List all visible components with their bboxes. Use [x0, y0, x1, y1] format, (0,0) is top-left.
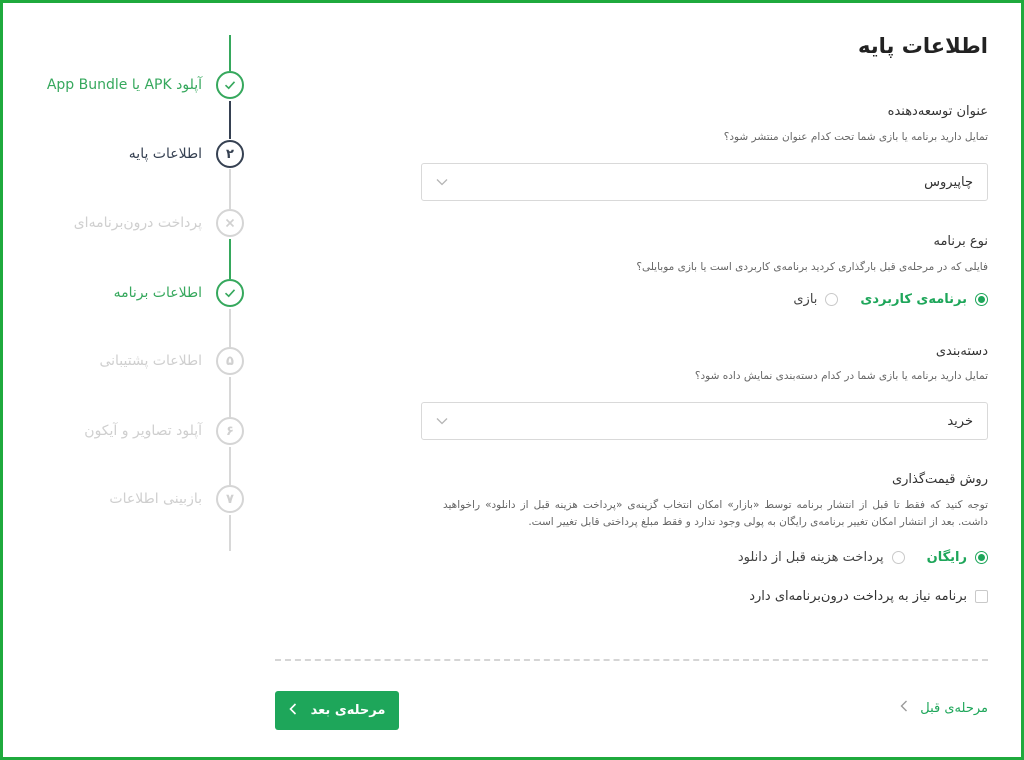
app-type-help: فایلی که در مرحله‌ی قبل بارگذاری کردید برنامه‌ی کاربردی است یا بازی موبایلی؟ [636, 261, 988, 273]
stepper-connector [229, 101, 231, 139]
category-select-value: خرید [947, 413, 973, 429]
chevron-left-icon [900, 700, 908, 716]
step-label: اطلاعات پایه [128, 146, 202, 162]
radio-free[interactable] [927, 550, 988, 565]
step-label: پرداخت درون‌برنامه‌ای [73, 215, 202, 231]
pricing-label: روش قیمت‌گذاری [891, 472, 988, 487]
next-step-label: مرحله‌ی بعد [310, 703, 386, 718]
step-app-info[interactable] [0, 278, 260, 308]
step-label: اطلاعات برنامه [113, 285, 202, 301]
radio-indicator[interactable] [892, 551, 905, 564]
radio-game-label: بازی [793, 292, 818, 307]
chevron-down-icon [434, 177, 450, 187]
radio-app-label: برنامه‌ی کاربردی [860, 292, 967, 307]
next-step-button[interactable] [275, 691, 399, 730]
stepper-connector [229, 239, 231, 279]
step-number: ۷ [216, 485, 244, 513]
step-label: آپلود APK یا App Bundle [46, 77, 202, 93]
developer-select-value: چاپیروس [924, 174, 973, 190]
iap-checkbox-row[interactable] [749, 589, 988, 604]
step-in-app-payment[interactable] [0, 208, 260, 238]
pricing-radio-group [716, 550, 988, 565]
category-label: دسته‌بندی [935, 344, 988, 359]
step-number: ۲ [216, 140, 244, 168]
category-help: تمایل دارید برنامه یا بازی شما در کدام دسته‌بندی نمایش داده شود؟ [694, 370, 988, 382]
basic-info-form [275, 0, 988, 760]
radio-indicator[interactable] [975, 551, 988, 564]
developer-label: عنوان توسعه‌دهنده [887, 104, 988, 119]
stepper-connector [229, 377, 231, 417]
previous-step-link[interactable] [900, 700, 988, 716]
check-icon [216, 71, 244, 99]
x-icon [216, 209, 244, 237]
step-label: بازبینی اطلاعات [109, 491, 202, 507]
radio-indicator[interactable] [975, 293, 988, 306]
step-upload-apk[interactable] [0, 70, 260, 100]
previous-step-label: مرحله‌ی قبل [920, 700, 988, 716]
iap-checkbox-label: برنامه نیاز به پرداخت درون‌برنامه‌ای دارد [749, 589, 967, 604]
radio-paid-label: پرداخت هزینه قبل از دانلود [737, 550, 884, 565]
developer-help: تمایل دارید برنامه یا بازی شما تحت کدام عنوان منتشر شود؟ [723, 131, 988, 143]
app-type-label: نوع برنامه [933, 234, 988, 249]
radio-game[interactable] [793, 292, 838, 307]
stepper-connector [229, 309, 231, 347]
stepper [0, 0, 260, 760]
page-title: اطلاعات پایه [858, 34, 988, 58]
app-type-radio-group [771, 292, 988, 307]
chevron-down-icon [434, 416, 450, 426]
stepper-connector [229, 447, 231, 485]
radio-paid[interactable] [738, 550, 905, 565]
stepper-connector [229, 515, 231, 551]
divider [275, 659, 988, 661]
step-upload-images[interactable] [0, 416, 260, 446]
category-select[interactable] [421, 402, 988, 440]
step-label: اطلاعات پشتیبانی [99, 353, 202, 369]
chevron-left-icon [289, 703, 297, 719]
pricing-help: توجه کنید که فقط تا قبل از انتشار برنامه توسط «بازار» امکان انتخاب گزینه‌ی «پرداخت هزینه قبل از دانلود» راخواهید داشت. بعد از انتشار امکان تغییر برنامه‌ی رایگان به پولی وجود ندارد و فقط مبلغ پرداختی قابل تغییر است. [443, 499, 988, 528]
radio-app[interactable] [860, 292, 988, 307]
step-review[interactable] [0, 484, 260, 514]
step-label: آپلود تصاویر و آیکون [84, 423, 202, 439]
iap-checkbox[interactable] [975, 590, 988, 603]
radio-indicator[interactable] [825, 293, 838, 306]
check-icon [216, 279, 244, 307]
step-basic-info[interactable] [0, 139, 260, 169]
radio-free-label: رایگان [926, 550, 967, 565]
step-number: ۵ [216, 347, 244, 375]
step-support-info[interactable] [0, 346, 260, 376]
step-number: ۶ [216, 417, 244, 445]
stepper-connector [229, 35, 231, 71]
stepper-connector [229, 169, 231, 209]
developer-select[interactable] [421, 163, 988, 201]
